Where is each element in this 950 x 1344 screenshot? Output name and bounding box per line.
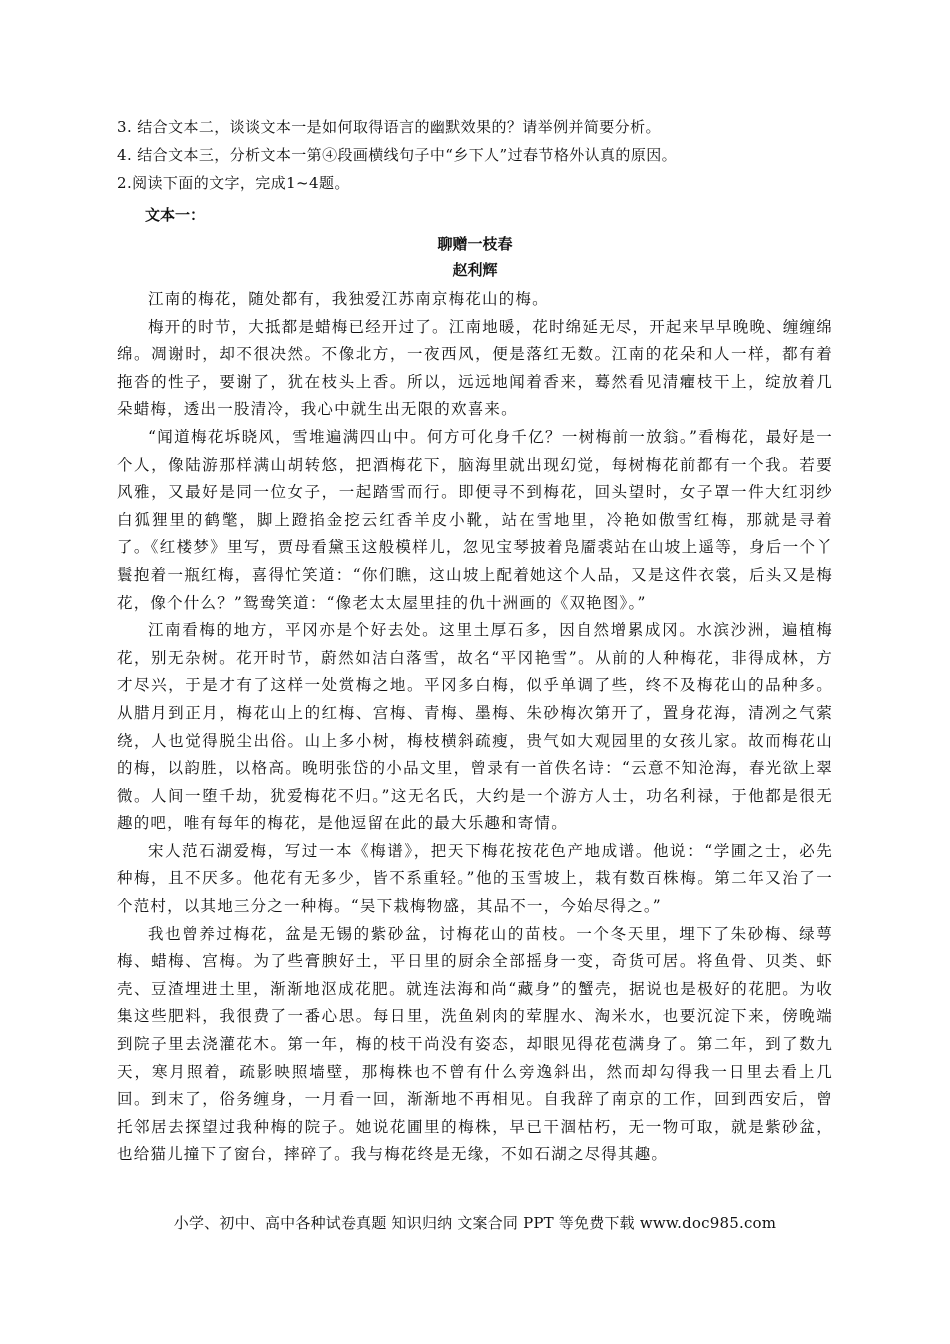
paragraph: 江南的梅花，随处都有，我独爱江苏南京梅花山的梅。 [148, 290, 549, 308]
section-label: 文本一： [145, 206, 206, 224]
reading-instruction: 2.阅读下面的文字，完成1~4题。 [117, 174, 350, 192]
question-3: 3. 结合文本二，谈谈文本一是如何取得语言的幽默效果的？请举例并简要分析。 [117, 118, 661, 136]
paragraph: 我也曾养过梅花，盆是无锡的紫砂盆，讨梅花山的苗枝。一个冬天里，埋下了朱砂梅、绿萼梅、蜡梅、宫梅。为了些膏腴好土，平日里的厨余全部摇身一变，奇货可居。将鱼骨、贝类、虾壳、豆渣埋进土里，渐渐地沤成花肥。就连法海和尚“藏身”的蟹壳，据说也是极好的花肥。为收集这些肥料，我很费了一番心思。每日里，洗鱼剁肉的荤腥水、淘米水，也要沉淀下来，傍晚端到院子里去浇灌花木。第一年，梅的枝干尚没有姿态，却眼见得花苞满身了。第二年，到了数九天，寒月照着，疏影映照墙壁，那梅株也不曾有什么旁逸斜出，然而却勾得我一日里去看上几回。到末了，俗务缠身，一月看一回，渐渐地不再相见。自我辞了南京的工作，回到西安后，曾托邻居去探望过我种梅的院子。她说花圃里的梅株，早已干涸枯朽，无一物可取，就是紫砂盆，也给猫儿撞下了窗台，摔碎了。我与梅花终是无缘，不如石湖之尽得其趣。 [117, 924, 833, 1164]
paragraph: 宋人范石湖爱梅，写过一本《梅谱》，把天下梅花按花色产地成谱。他说：“学圃之士，必先种梅，且不厌多。他花有无多少，皆不系重轻。”他的玉雪坡上，栽有数百株梅。第二年又治了一个范村，以其地三分之一种梅。“吴下栽梅物盛，其品不一，今始尽得之。” [117, 841, 833, 916]
article-title: 聊赠一枝春 [437, 235, 513, 253]
question-4: 4. 结合文本三，分析文本一第④段画横线句子中“乡下人”过春节格外认真的原因。 [117, 146, 678, 164]
paragraph: 江南看梅的地方，平冈亦是个好去处。这里土厚石多，因自然增累成冈。水滨沙洲，遍植梅花，别无杂树。花开时节，蔚然如洁白落雪，故名“平冈艳雪”。从前的人种梅花，非得成林，方才尽兴，于是才有了这样一处赏梅之地。平冈多白梅，似乎单调了些，终不及梅花山的品种多。从腊月到正月，梅花山上的红梅、宫梅、青梅、墨梅、朱砂梅次第开了，置身花海，清冽之气萦绕，人也觉得脱尘出俗。山上多小树，梅枝横斜疏瘦，贵气如大观园里的女孩儿家。故而梅花山的梅，以韵胜，以格高。晚明张岱的小品文里，曾录有一首佚名诗：“云意不知沧海，春光欲上翠微。人间一堕千劫，犹爱梅花不归。”这无名氏，大约是一个游方人士，功名利禄，于他都是很无趣的吧，唯有每年的梅花，是他逗留在此的最大乐趣和寄情。 [117, 621, 833, 833]
article-body [117, 286, 833, 1169]
paragraph: “闻道梅花坼晓风，雪堆遍满四山中。何方可化身千亿？一树梅前一放翁。”看梅花，最好是一个人，像陆游那样满山胡转悠，把酒梅花下，脑海里就出现幻觉，每树梅花前都有一个我。若要风雅，又最好是同一位女子，一起踏雪而行。即便寻不到梅花，回头望时，女子罩一件大红羽纱白狐狸里的鹤氅，脚上蹬掐金挖云红香羊皮小靴，站在雪地里，冷艳如傲雪红梅，那就是寻着了。《红楼梦》里写，贾母看黛玉这般模样儿，忽见宝琴披着凫靥裘站在山坡上遥等，身后一个丫鬟抱着一瓶红梅，喜得忙笑道：“你们瞧，这山坡上配着她这个人品，又是这件衣裳，后头又是梅花，像个什么？”鸳鸯笑道：“像老太太屋里挂的仇十洲画的《双艳图》。” [117, 427, 833, 612]
paragraph: 梅开的时节，大抵都是蜡梅已经开过了。江南地暖，花时绵延无尽，开起来早早晚晚、缠缠绵绵。凋谢时，却不很决然。不像北方，一夜西风，便是落红无数。江南的花朵和人一样，都有着拖沓的性子，要谢了，犹在枝头上香。所以，远远地闻着香来，蓦然看见清癯枝干上，绽放着几朵蜡梅，透出一股清冷，我心中就生出无限的欢喜来。 [117, 317, 833, 419]
page-footer: 小学、初中、高中各种试卷真题 知识归纳 文案合同 PPT 等免费下载 www.doc985.com [173, 1214, 777, 1232]
article-author: 赵利辉 [452, 261, 498, 279]
